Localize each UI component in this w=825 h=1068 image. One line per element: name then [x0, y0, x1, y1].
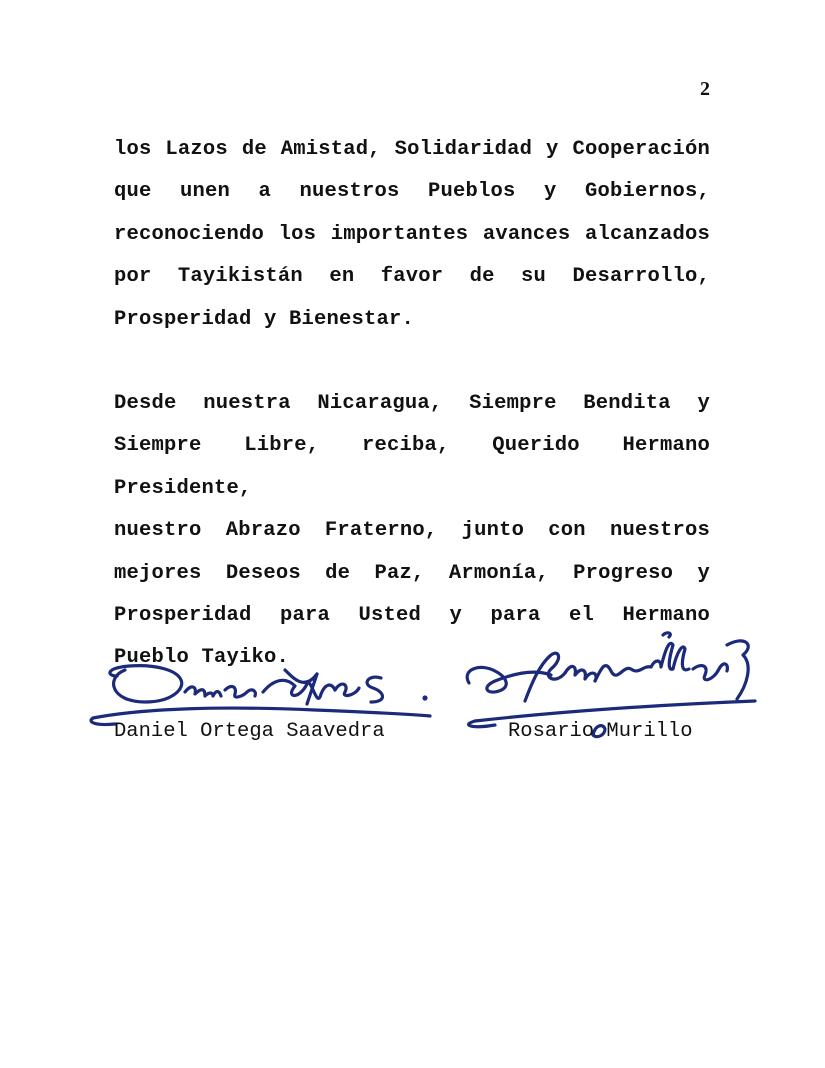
- paragraph-line: Siempre Libre, reciba, Querido Hermano Presidente,: [114, 434, 710, 500]
- paragraph-line: los Lazos de Amistad, Solidaridad y Cooperación: [114, 138, 710, 161]
- paragraph-line: nuestro Abrazo Fraterno, junto con nuestros: [114, 519, 710, 543]
- signature-daniel-ortega: [85, 640, 445, 730]
- paragraph-line: Prosperidad y Bienestar.: [114, 307, 415, 331]
- page-number: 2: [700, 78, 710, 100]
- letter-paragraph-1: [114, 129, 710, 341]
- paragraph-line: mejores Deseos de Paz, Armonía, Progreso y: [114, 561, 710, 585]
- paragraph-line: que unen a nuestros Pueblos y Gobiernos,: [114, 180, 710, 204]
- paragraph-line: Prosperidad para Usted y para el Hermano: [114, 604, 710, 628]
- signatory-name-rosario-murillo: Rosario Murillo: [508, 720, 693, 743]
- signatory-name-daniel-ortega: Daniel Ortega Saavedra: [114, 720, 385, 743]
- paragraph-line: reconociendo los importantes avances alcanzados: [114, 222, 710, 246]
- paragraph-line: por Tayikistán en favor de su Desarrollo,: [114, 265, 710, 289]
- paragraph-line: Pueblo Tayiko.: [114, 646, 290, 670]
- paragraph-line: Desde nuestra Nicaragua, Siempre Bendita y: [114, 392, 710, 415]
